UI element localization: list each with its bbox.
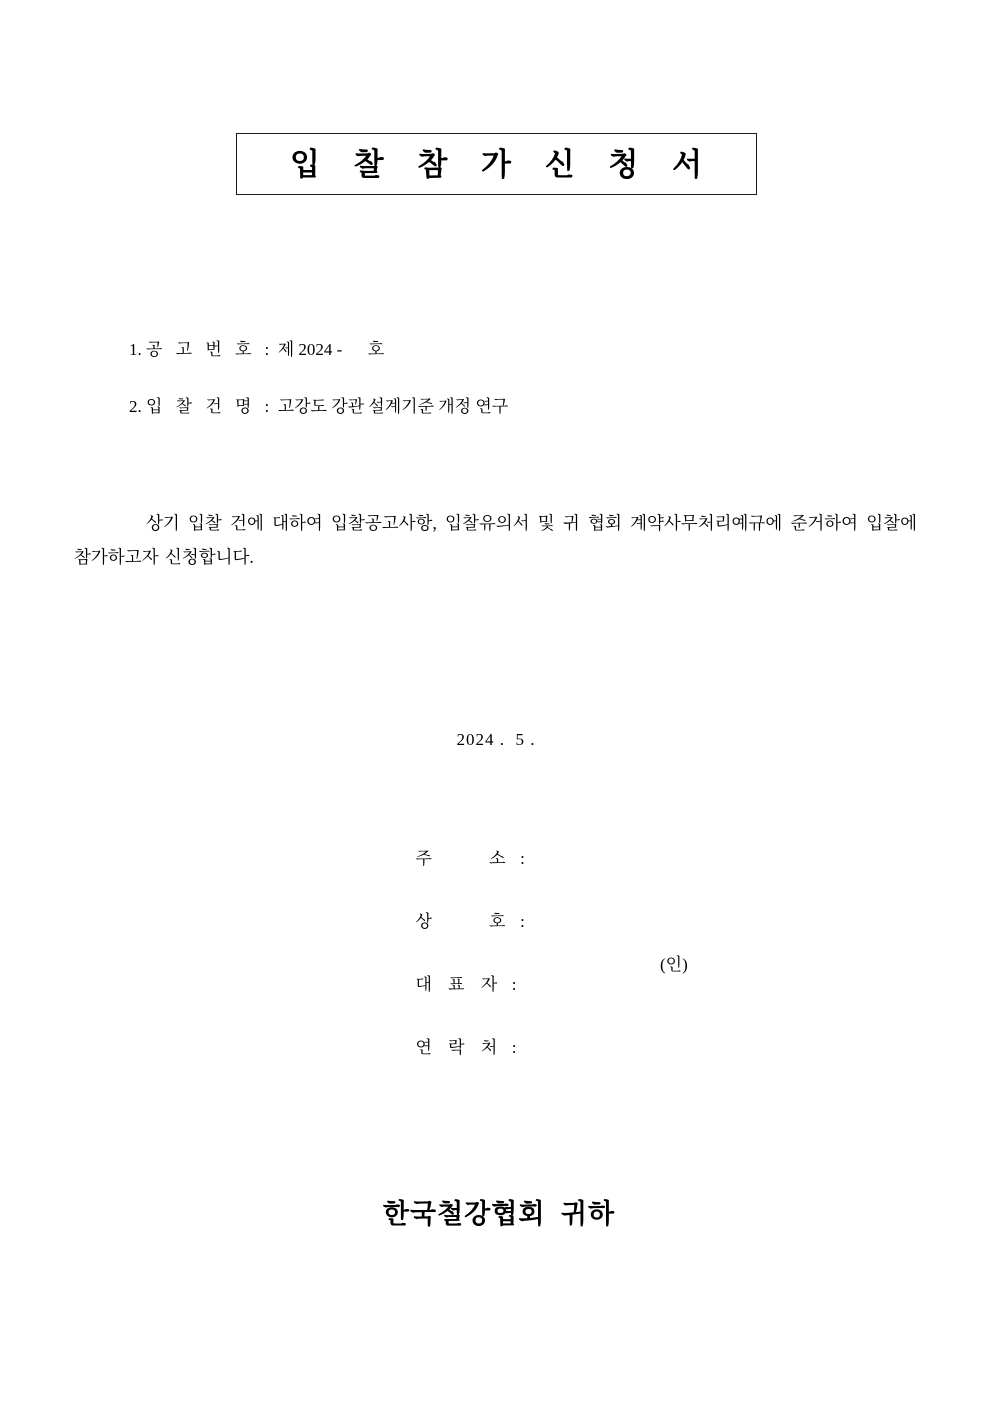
signature-label: 대 표 자 <box>415 975 504 994</box>
list-item <box>112 372 508 437</box>
signature-separator: : <box>511 975 517 994</box>
title-container <box>0 133 992 195</box>
signature-row-representative <box>390 950 790 1013</box>
list-item <box>112 315 384 380</box>
date-line: 2024 . 5 . <box>456 730 536 749</box>
signature-block <box>390 824 790 1076</box>
signature-label: 연 락 처 <box>415 1038 504 1057</box>
signature-label: 주 소 <box>415 849 512 868</box>
signature-separator: : <box>511 1038 517 1057</box>
addressee: 한국철강협회 귀하 <box>382 1199 616 1229</box>
page-title: 입 찰 참 가 신 청 서 <box>289 146 716 182</box>
item-label: 공 고 번 호 <box>146 340 256 359</box>
signature-row-address <box>390 824 790 887</box>
body-paragraph: 상기 입찰 건에 대하여 입찰공고사항, 입찰유의서 및 귀 협회 계약사무처리예규에 준거하여 입찰에 참가하고자 신청합니다. <box>74 513 917 568</box>
title-box <box>236 133 757 195</box>
signature-row-company <box>390 887 790 950</box>
item-value: 제 2024 - 호 <box>277 340 385 359</box>
item-value: 고강도 강관 설계기준 개정 연구 <box>277 397 509 416</box>
signature-separator: : <box>520 912 525 931</box>
item-separator: : <box>264 397 270 416</box>
item-number: 1. <box>129 340 142 359</box>
signature-row-contact <box>390 1013 790 1076</box>
item-separator: : <box>264 340 270 359</box>
item-label: 입 찰 건 명 <box>146 397 256 416</box>
item-number: 2. <box>129 397 142 416</box>
signature-label: 상 호 <box>415 912 512 931</box>
seal-mark: (인) <box>660 955 688 974</box>
signature-separator: : <box>520 849 525 868</box>
